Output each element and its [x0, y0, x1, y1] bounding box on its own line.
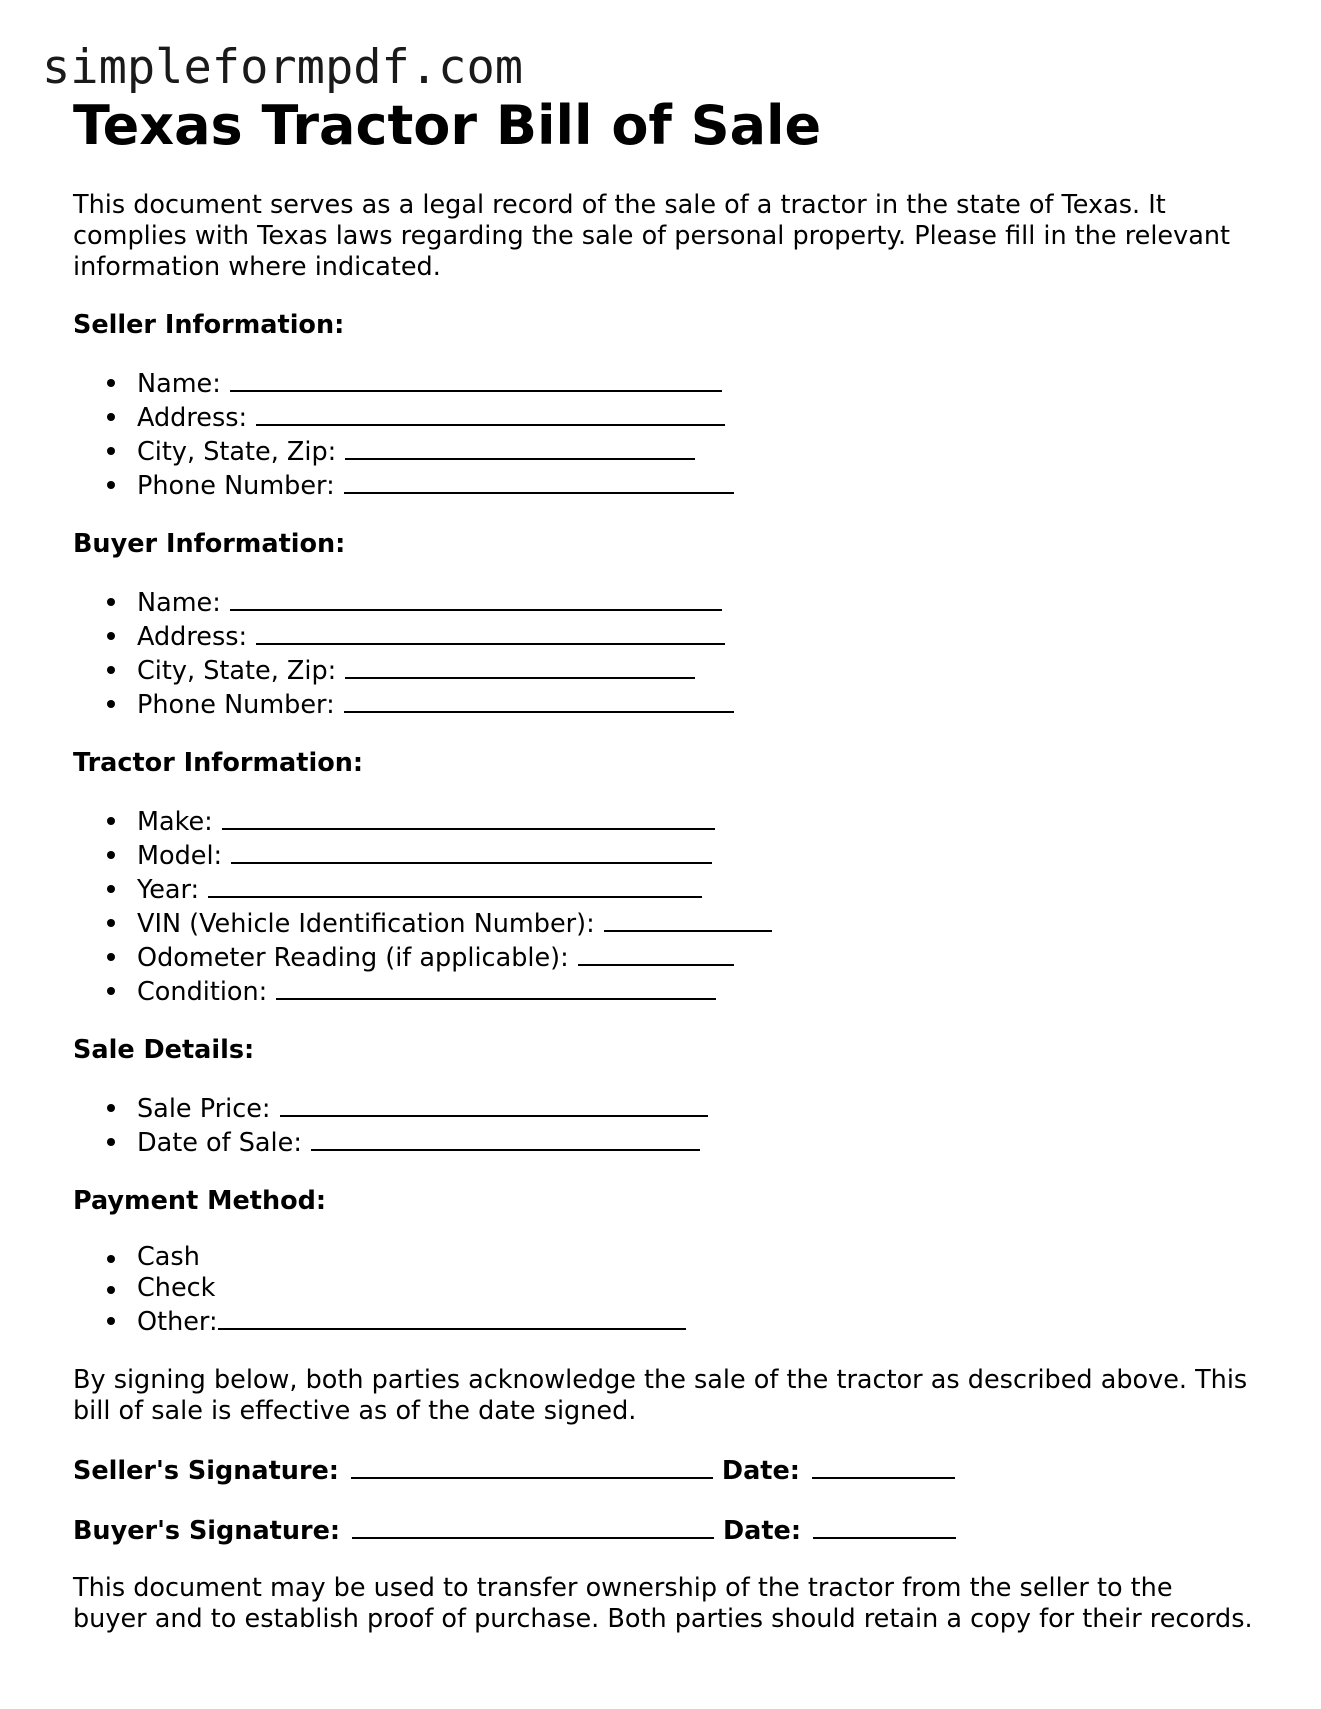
seller-date-label: Date: — [721, 1456, 800, 1486]
list-item — [137, 619, 1253, 653]
tractor-vin-field[interactable] — [604, 906, 772, 932]
buyer-city-field[interactable] — [345, 653, 695, 679]
list-item — [137, 940, 1253, 974]
buyer-signature-label: Buyer's Signature: — [73, 1516, 341, 1546]
buyer-date-field[interactable] — [813, 1513, 956, 1539]
seller-address-field[interactable] — [256, 400, 725, 426]
buyer-name-field[interactable] — [230, 585, 722, 611]
payment-other-option[interactable]: Other: — [137, 1307, 218, 1337]
intro-paragraph: This document serves as a legal record of the sale of a tractor in the state of Texas. It complies with Texas laws regarding the sale of personal property. Please fill in the relevant information where indicated. — [73, 190, 1230, 282]
sale-price-field[interactable] — [280, 1091, 708, 1117]
tractor-heading: Tractor Information: — [73, 748, 364, 778]
seller-date-field[interactable] — [812, 1453, 955, 1479]
list-item — [137, 838, 1253, 872]
list-item — [137, 872, 1253, 906]
list-item — [137, 906, 1253, 940]
tractor-fields — [73, 804, 1253, 1008]
tractor-odometer-field[interactable] — [578, 940, 734, 966]
seller-signature-label: Seller's Signature: — [73, 1456, 340, 1486]
seller-signature-line — [73, 1453, 1253, 1487]
list-item — [137, 804, 1253, 838]
buyer-phone-label: Phone Number: — [137, 690, 335, 720]
sale-date-label: Date of Sale: — [137, 1128, 302, 1158]
tractor-make-label: Make: — [137, 807, 213, 837]
buyer-date-label: Date: — [722, 1516, 802, 1546]
buyer-name-label: Name: — [137, 588, 221, 618]
list-item[interactable] — [137, 1242, 1253, 1273]
seller-address-label: Address: — [137, 403, 248, 433]
payment-other-field[interactable] — [218, 1304, 686, 1330]
seller-city-field[interactable] — [345, 434, 695, 460]
tractor-condition-field[interactable] — [276, 974, 716, 1000]
tractor-model-field[interactable] — [231, 838, 712, 864]
tractor-odometer-label: Odometer Reading (if applicable): — [137, 943, 569, 973]
list-item — [137, 653, 1253, 687]
seller-phone-field[interactable] — [344, 468, 734, 494]
sale-fields — [73, 1091, 1253, 1159]
buyer-address-label: Address: — [137, 622, 248, 652]
tractor-year-label: Year: — [137, 875, 200, 905]
list-item — [137, 687, 1253, 721]
tractor-model-label: Model: — [137, 841, 223, 871]
tractor-vin-label: VIN (Vehicle Identification Number): — [137, 909, 595, 939]
buyer-phone-field[interactable] — [344, 687, 734, 713]
list-item — [137, 366, 1253, 400]
list-item — [137, 434, 1253, 468]
payment-options — [73, 1242, 1253, 1338]
list-item[interactable] — [137, 1304, 1253, 1338]
buyer-heading: Buyer Information: — [73, 529, 346, 559]
list-item[interactable] — [137, 1273, 1253, 1304]
sale-heading: Sale Details: — [73, 1035, 255, 1065]
seller-phone-label: Phone Number: — [137, 471, 335, 501]
tractor-make-field[interactable] — [222, 804, 715, 830]
seller-city-label: City, State, Zip: — [137, 437, 337, 467]
buyer-signature-line — [73, 1513, 1253, 1547]
buyer-city-label: City, State, Zip: — [137, 656, 337, 686]
document-body — [73, 90, 1253, 1635]
seller-fields — [73, 366, 1253, 502]
tractor-condition-label: Condition: — [137, 977, 268, 1007]
sale-price-label: Sale Price: — [137, 1094, 271, 1124]
seller-name-field[interactable] — [230, 366, 722, 392]
sale-date-field[interactable] — [311, 1125, 700, 1151]
list-item — [137, 400, 1253, 434]
watermark: simpleformpdf.com — [42, 40, 524, 95]
payment-heading: Payment Method: — [73, 1186, 327, 1216]
list-item — [137, 468, 1253, 502]
payment-check-option[interactable]: Check — [137, 1273, 216, 1303]
seller-name-label: Name: — [137, 369, 221, 399]
buyer-address-field[interactable] — [256, 619, 725, 645]
footer-paragraph: This document may be used to transfer ownership of the tractor from the seller to the buyer and to establish proof of purchase. Both parties should retain a copy for their records. — [73, 1573, 1253, 1634]
seller-signature-field[interactable] — [351, 1453, 713, 1479]
buyer-fields — [73, 585, 1253, 721]
payment-cash-option[interactable]: Cash — [137, 1242, 200, 1272]
seller-heading: Seller Information: — [73, 310, 345, 340]
list-item — [137, 585, 1253, 619]
list-item — [137, 1091, 1253, 1125]
tractor-year-field[interactable] — [208, 872, 702, 898]
list-item — [137, 1125, 1253, 1159]
acknowledgement-paragraph: By signing below, both parties acknowledge the sale of the tractor as described above. This bill of sale is effective as of the date signed. — [73, 1365, 1248, 1426]
page-title: Texas Tractor Bill of Sale — [73, 94, 822, 157]
buyer-signature-field[interactable] — [352, 1513, 714, 1539]
list-item — [137, 974, 1253, 1008]
